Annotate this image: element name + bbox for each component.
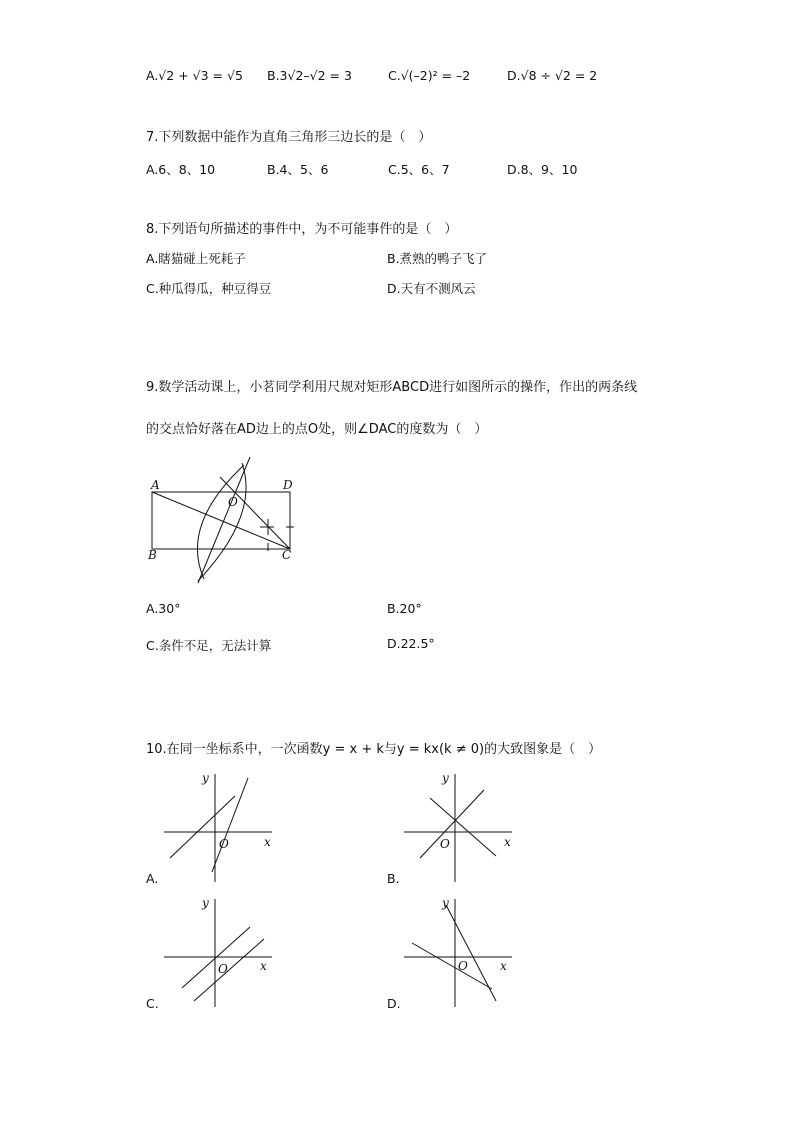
construction-arc-right: [198, 463, 246, 581]
axis-label-x: x: [500, 959, 507, 973]
axis-label-y: y: [442, 896, 449, 910]
q9-option-d: D.22.5°: [387, 636, 435, 651]
function-line-2: [194, 939, 264, 1001]
construction-arc-left: [197, 465, 244, 579]
diagonal-ac: [152, 492, 290, 549]
label-o: O: [228, 495, 238, 509]
q8-option-b: B.煮熟的鸭子飞了: [387, 251, 488, 266]
q10-option-c: C.: [146, 996, 159, 1011]
axis-label-x: x: [264, 835, 271, 849]
perpendicular-bisector-line: [198, 457, 250, 583]
q9-stem-line2: 的交点恰好落在AD边上的点O处，则∠DAC的度数为（ ）: [146, 422, 488, 437]
q10-stem: 10.在同一坐标系中，一次函数y = x + k与y = kx(k ≠ 0)的大致图象是（ ）: [146, 742, 602, 757]
q8-stem: 8.下列语句所描述的事件中，为不可能事件的是（ ）: [146, 222, 458, 237]
label-c: C: [282, 548, 292, 562]
q10-option-d: D.: [387, 996, 401, 1011]
q6-option-d: D.√8 ÷ √2 = 2: [507, 68, 598, 83]
q7-option-a: A.6、8、10: [146, 162, 216, 177]
q10-graph-c: [160, 893, 280, 1011]
q9-option-c: C.条件不足，无法计算: [146, 638, 272, 653]
q8-option-c: C.种瓜得瓜，种豆得豆: [146, 281, 272, 296]
label-b: B: [148, 548, 157, 562]
function-line-1: [412, 943, 492, 989]
q9-option-b: B.20°: [387, 601, 422, 616]
function-line-1: [420, 790, 484, 858]
q6-option-b: B.3√2–√2 = 3: [267, 68, 352, 83]
axis-label-y: y: [442, 771, 449, 785]
q7-option-c: C.5、6、7: [388, 162, 450, 177]
q9-option-a: A.30°: [146, 601, 181, 616]
q6-option-a: A.√2 + √3 = √5: [146, 68, 243, 83]
q9-rectangle-figure: [140, 455, 310, 590]
origin-label: O: [219, 837, 229, 851]
axis-label-x: x: [504, 835, 511, 849]
axis-label-y: y: [202, 896, 209, 910]
q10-graph-a: [160, 768, 280, 886]
q7-option-d: D.8、9、10: [507, 162, 578, 177]
label-a: A: [151, 478, 160, 492]
q8-option-d: D.天有不测风云: [387, 281, 476, 296]
function-line-2: [212, 778, 248, 872]
axis-label-x: x: [260, 959, 267, 973]
q10-graph-d: [400, 893, 520, 1011]
q7-option-b: B.4、5、6: [267, 162, 329, 177]
origin-label: O: [218, 962, 228, 976]
q10-option-a: A.: [146, 871, 159, 886]
q10-option-b: B.: [387, 871, 400, 886]
label-d: D: [283, 478, 293, 492]
origin-label: O: [458, 959, 468, 973]
function-line-2: [446, 905, 496, 1001]
q8-option-a: A.瞎猫碰上死耗子: [146, 251, 246, 266]
q7-stem: 7.下列数据中能作为直角三角形三边长的是（ ）: [146, 130, 432, 145]
q6-option-c: C.√(–2)² = –2: [388, 68, 471, 83]
axis-label-y: y: [202, 771, 209, 785]
origin-label: O: [440, 837, 450, 851]
q10-graph-b: [400, 768, 520, 886]
q9-stem-line1: 9.数学活动课上，小茗同学利用尺规对矩形ABCD进行如图所示的操作，作出的两条线: [146, 380, 638, 395]
